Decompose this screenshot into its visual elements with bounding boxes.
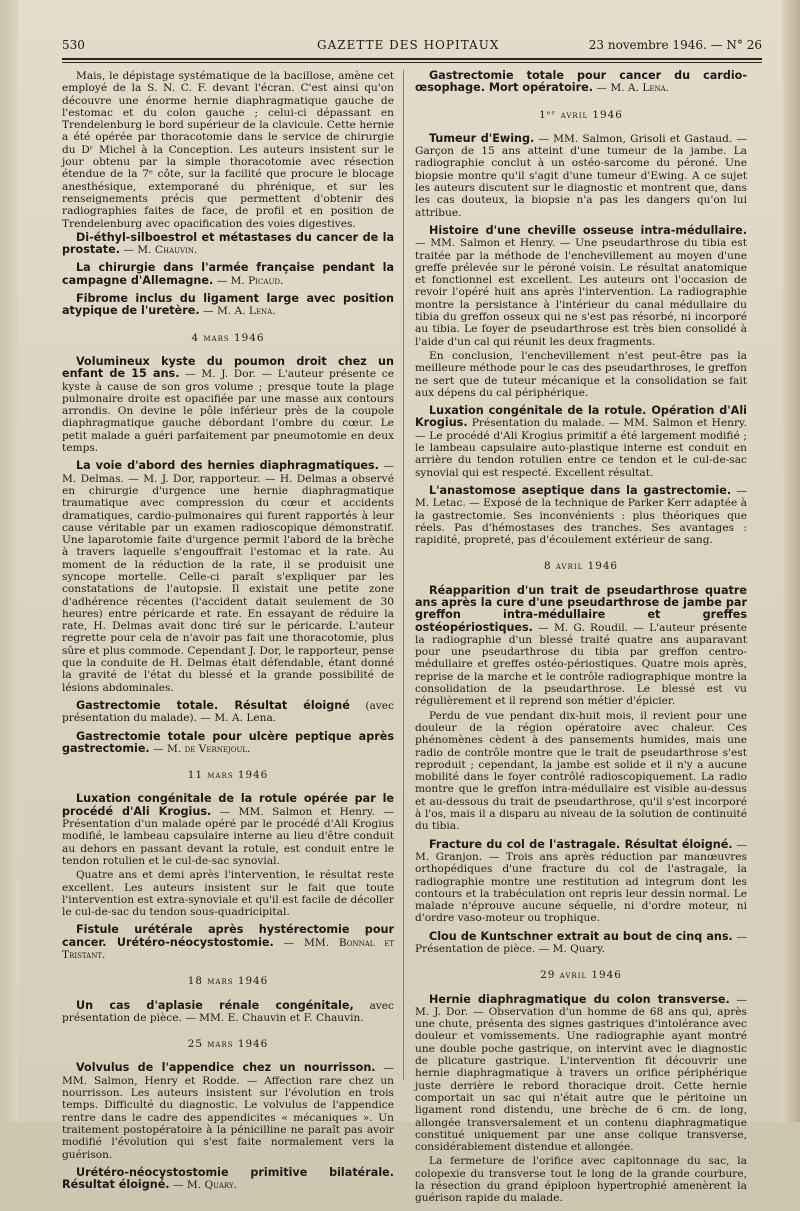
column-separator — [403, 70, 404, 1080]
header-rule — [62, 58, 762, 60]
entry-title: Hernie diaphragmatique du colon transverse. — [429, 992, 730, 1006]
entry-title: Histoire d'une cheville osseuse intra-médullaire. — [429, 223, 747, 237]
entry-title: Réapparition d'un trait de pseudarthrose quatre ans après la cure d'une pseudarthrose de jambe par greffon intra-médullaire et greffes ostéopériostiques. — [415, 583, 747, 634]
entry-title: Urétéro-néocystostomie primitive bilatérale. Résultat éloigné. — [62, 1165, 394, 1192]
entry-title: L'anastomose aseptique dans la gastrectomie. — [429, 483, 732, 497]
entry — [415, 839, 747, 925]
entry — [62, 293, 394, 318]
entry-body: — M. G. Roudil. — L'auteur présente la radiographie d'un blessé traité quatre ans auparavant pour une pseudarthrose du tibia par greffon centro-médullaire et greffes ostéo-périostiques. Quatre mois après, reprise de la marche et le contrôle radiographique montre la consolidation de la pseudarthrose. Le blessé est vu régulièrement et il reprend son métier d'épicier. — [415, 621, 747, 708]
session-date: 8 avril 1946 — [543, 560, 619, 573]
entry — [415, 70, 747, 95]
entry — [62, 1062, 394, 1160]
entry-title: Fistule urétérale après hystérectomie pour cancer. Urétéro-néocystostomie. — [62, 923, 394, 949]
entry — [62, 460, 394, 694]
entry — [62, 1167, 394, 1192]
entry — [62, 731, 394, 756]
entry-title: Gastrectomie totale pour cancer du cardio-œsophage. Mort opératoire. — [415, 69, 747, 95]
session-date: 25 mars 1946 — [187, 1038, 269, 1051]
page-header — [62, 36, 762, 58]
session-date: 1ᵉʳ avril 1946 — [539, 108, 623, 121]
entry-body: — Présentation de pièce. — M. Quary. — [415, 930, 747, 955]
entry-body: — MM. Salmon et Henry. — Présentation d'un malade opéré par le procédé d'Ali Krogius modifié, le lambeau capsulaire interne au lieu d'être conduit au dehors en passant devant la rotule, est conduit entre le tendon rotulien et le cul-de-sac synovial. — [62, 805, 394, 867]
entry — [62, 700, 394, 725]
journal-title: GAZETTE DES HOPITAUX — [317, 38, 500, 52]
entry — [415, 133, 747, 219]
session-date: 29 avril 1946 — [540, 969, 622, 982]
session-date: 11 mars 1946 — [187, 769, 269, 782]
header-rule-thin — [62, 62, 762, 63]
entry-title: Di-éthyl-silboestrol et métastases du cancer de la prostate. — [62, 230, 394, 257]
entry-body: — M. J. Dor. — L'auteur présente ce kyste à cause de son gros volume ; presque toute la plage pulmonaire droite est opacifiée par une masse aux contours arrondis. On devine le pôle inférieur près de la coupole diaphragmatique gauche débordant l'ombre du cœur. Le petit malade a guéri parfaitement par pneumotomie en deux temps. — [62, 368, 394, 455]
page-number: 530 — [62, 38, 85, 52]
entry-title: Luxation congénitale de la rotule. Opération d'Ali Krogius. — [415, 404, 747, 430]
entry-title: Gastrectomie totale. Résultat éloigné — [76, 698, 350, 712]
entry-title: La voie d'abord des hernies diaphragmatiques. — [76, 459, 379, 473]
entry-body: Présentation du malade. — MM. Salmon et Henry. — Le procédé d'Ali Krogius primitif a été largement modifié ; le lambeau capsulaire auto-plastique interne est conduit en arrière du tendon rotulien entre ce tendon et le cul-de-sac synovial qui est respecté. Excellent résultat. — [415, 417, 747, 479]
entry — [62, 1000, 394, 1025]
entry — [62, 232, 394, 257]
entry-body: — M. Granjon. — Trois ans après réduction par manœuvres orthopédiques d'une fracture du col de l'astragale, la radiographie montre une restitution ad integrum dont les contours et la trabéculation ont repris leur dessin normal. Le malade n'éprouve aucune séquelle, ni d'ordre moteur, ni d'ordre vaso-moteur ou trophique. — [415, 838, 748, 925]
entry-body: — M. J. Dor. — Observation d'un homme de 68 ans qui, après une chute, présenta des signes gastriques d'intolérance avec douleur et vomissements. Une radiographie ayant montré une double poche gastrique, on intervint avec le diagnostic de plicature gastrique. L'intervention fit découvrir une hernie diaphragmatique à travers un orifice périphérique juste derrière le rebord thoracique droit. Cette hernie comportait un sac qui n'était autre que le péritoine un ligament rond distendu, une brèche de 6 cm. de long, allongée transversalement et un contenu diaphragmatique constitué uniquement par une anse colique transverse, considérablement distendue et allongée. — [415, 993, 747, 1154]
entry-body: — MM. Salmon, Grisoli et Gastaud. — Garçon de 15 ans atteint d'une tumeur de la jambe. La radiographie conclut à un ostéo-sarcome du péroné. Une biopsie montre qu'il s'agit d'une tumeur d'Ewing. A ce sujet les auteurs discutent sur le diagnostic et montrent que, dans les cas douteux, la biopsie n'a pas les dangers qu'on lui attribue. — [415, 132, 747, 219]
paragraph: Quatre ans et demi après l'intervention, le résultat reste excellent. Les auteurs insistent sur le fait que toute l'intervention est extra-synoviale et qu'il est facile de décoller le cul-de-sac du tendon sous-quadricipital. — [62, 869, 394, 919]
entry — [62, 356, 394, 454]
issue-date: 23 novembre 1946. — N° 26 — [588, 38, 762, 52]
entry-author: — M. Quary. — [172, 1179, 237, 1192]
entry — [415, 931, 747, 956]
paragraph: Mais, le dépistage systématique de la bacillose, amène cet employé de la S. N. C. F. devant l'écran. C'est ainsi qu'on découvre une énorme hernie diaphragmatique gauche de l'estomac et du colon gauche ; celui-ci dépassant en Trendelenburg le bord supérieur de la clavicule. Cette hernie a été opérée par thoracotomie dans le service de chirurgie du Dʳ Michel à la Conception. Les auteurs insistent sur le jour obtenu par la simple thoracotomie avec résection étendue de la 7ᵉ côte, sur la facilité que procure le blocage anesthésique, extemporané du phrénique, et sur les renseignements précis que permettent d'obtenir des radiographies faites de face, de profil et en position de Trendelenburg avec opacification des voies digestives. — [62, 70, 394, 230]
entry-title: Gastrectomie totale pour ulcère peptique après gastrectomie. — [62, 729, 394, 755]
entry-body: (avec présentation du malade). — M. A. Lena. — [62, 699, 394, 725]
entry-title: Tumeur d'Ewing. — [429, 131, 535, 145]
entry-body: — MM. Salmon, Henry et Rodde. — Affection rare chez un nourrisson. Les auteurs insistent sur l'évolution en trois temps. Difficulté du diagnostic. Le volvulus de l'appendice rentre dans le cadre des appendicites « mécaniques ». Un traitement postopératoire à la pénicilline ne paraît pas avoir modifié l'évolution qui s'est faite normalement vers la guérison. — [62, 1062, 394, 1161]
entry-author: — M. de Vernejoul. — [153, 742, 251, 755]
session-date: 18 mars 1946 — [187, 975, 269, 988]
entry-title: Fracture du col de l'astragale. Résultat éloigné. — [429, 837, 733, 851]
entry — [415, 485, 747, 546]
session-date: 4 mars 1946 — [191, 331, 265, 344]
right-column — [415, 70, 747, 1211]
entry — [62, 262, 394, 287]
paragraph: Perdu de vue pendant dix-huit mois, il revient pour une douleur de la région opératoire avec chaleur. Ces phénomènes cèdent à des pansements humides, mais une radio de contrôle montre que le trait de pseudarthrose s'est reproduit ; cependant, la jambe est solide et il n'y a aucune mobilité dans le foyer contrôlé radioscopiquement. La radio montre que le greffon intra-médullaire est visible au-dessus et au-dessous du trait de pseudarthrose, qu'il s'est incorporé à l'os, mais il a disparu au niveau de la solution de continuité du tibia. — [415, 709, 747, 833]
entry-author: — M. A. Lena. — [202, 305, 276, 318]
entry — [415, 994, 747, 1205]
entry-author: — MM. Bonnal et Tristant. — [62, 936, 395, 961]
entry-title: La chirurgie dans l'armée française pendant la campagne d'Allemagne. — [62, 261, 394, 287]
paragraph: La fermeture de l'orifice avec capitonnage du sac, la colopexie du transverse tout le long de la grande courbure, la résection du grand épiploon hypertrophié amenèrent la guérison rapide du malade. — [415, 1155, 747, 1205]
entry-title: Fibrome inclus du ligament large avec position atypique de l'uretère. — [62, 292, 394, 318]
entry-title: Volvulus de l'appendice chez un nourrisson. — [76, 1061, 376, 1075]
entry-author: — M. A. Lena. — [596, 82, 670, 95]
page-right-edge — [782, 0, 800, 1122]
entry-title: Clou de Kuntschner extrait au bout de cinq ans. — [429, 929, 733, 943]
entry-body: — M. Delmas. — M. J. Dor, rapporteur. — H. Delmas a observé en chirurgie d'urgence une hernie diaphragmatique traumatique avec compression du cœur et accidents dramatiques, cardio-pulmonaires qui furent rapportés à leur cause véritable par un examen radioscopique démonstratif. Une laparotomie faite d'urgence permit l'abord de la brèche à travers laquelle s'engouffrait l'estomac et la rate. Au moment de la réduction de la rate, il se produisit une syncope mortelle. Celle-ci paraît s'expliquer par les constatations de l'autopsie. Il existait une petite zone d'adhérence récentes (l'accident datait seulement de 30 heures) entre péricarde et rate. En essayant de réduire la rate, H. Delmas avait donc tiré sur le péricarde. L'auteur regrette pour cela de n'avoir pas fait une thoracotomie, plus sûre et plus commode. Cependant J. Dor, le rapporteur, pense que la conduite de H. Delmas était défendable, étant donné la gravité de l'état du blessé et la grande possibilité de lésions abdominales. — [62, 460, 394, 694]
entry-title: Un cas d'aplasie rénale congénitale, — [76, 998, 354, 1012]
entry — [62, 793, 394, 918]
entry-author: — M. Chauvin. — [123, 244, 198, 257]
paragraph: En conclusion, l'enchevillement n'est peut-être pas la meilleure méthode pour le cas des pseudarthroses, le greffon ne sert que de tuteur mécanique et la consolidation se fait aux dépens du cal périphérique. — [415, 349, 747, 399]
entry — [415, 405, 747, 479]
entry — [62, 924, 394, 961]
entry-title: Luxation congénitale de la rotule opérée par le procédé d'Ali Krogius. — [62, 792, 394, 818]
entry-body: — MM. Salmon et Henry. — Une pseudarthrose du tibia est traitée par la méthode de l'enchevillement au moyen d'une greffe prélevée sur le péroné voisin. Le résultat anatomique et fonctionnel est excellent. Les auteurs ont l'occasion de revoir l'opéré huit ans après l'intervention. La radiographie montre la persistance à l'intérieur du canal médullaire du tibia du greffon osseux qui ne s'est pas résorbé, ni incorporé au tibia. Le foyer de pseudarthrose est très bien consolidé à l'aide d'un cal qui réunit les deux fragments. — [415, 237, 747, 348]
entry-author: — M. Picaud. — [216, 274, 284, 287]
entry-body: — M. Letac. — Exposé de la technique de Parker Kerr adaptée à la gastrectomie. Ses inconvénients : plus théoriques que réels. Pas d'hémostases des tranches. Ses avantages : rapidité, propreté, pas d'écoulement extérieur de sang. — [415, 484, 747, 547]
page-left-edge — [0, 0, 18, 1122]
left-column — [62, 70, 394, 1197]
entry-body: avec présentation de pièce. — MM. E. Chauvin et F. Chauvin. — [62, 999, 394, 1024]
entry-title: Volumineux kyste du poumon droit chez un enfant de 15 ans. — [62, 354, 394, 381]
entry — [415, 585, 747, 833]
entry — [415, 225, 747, 399]
